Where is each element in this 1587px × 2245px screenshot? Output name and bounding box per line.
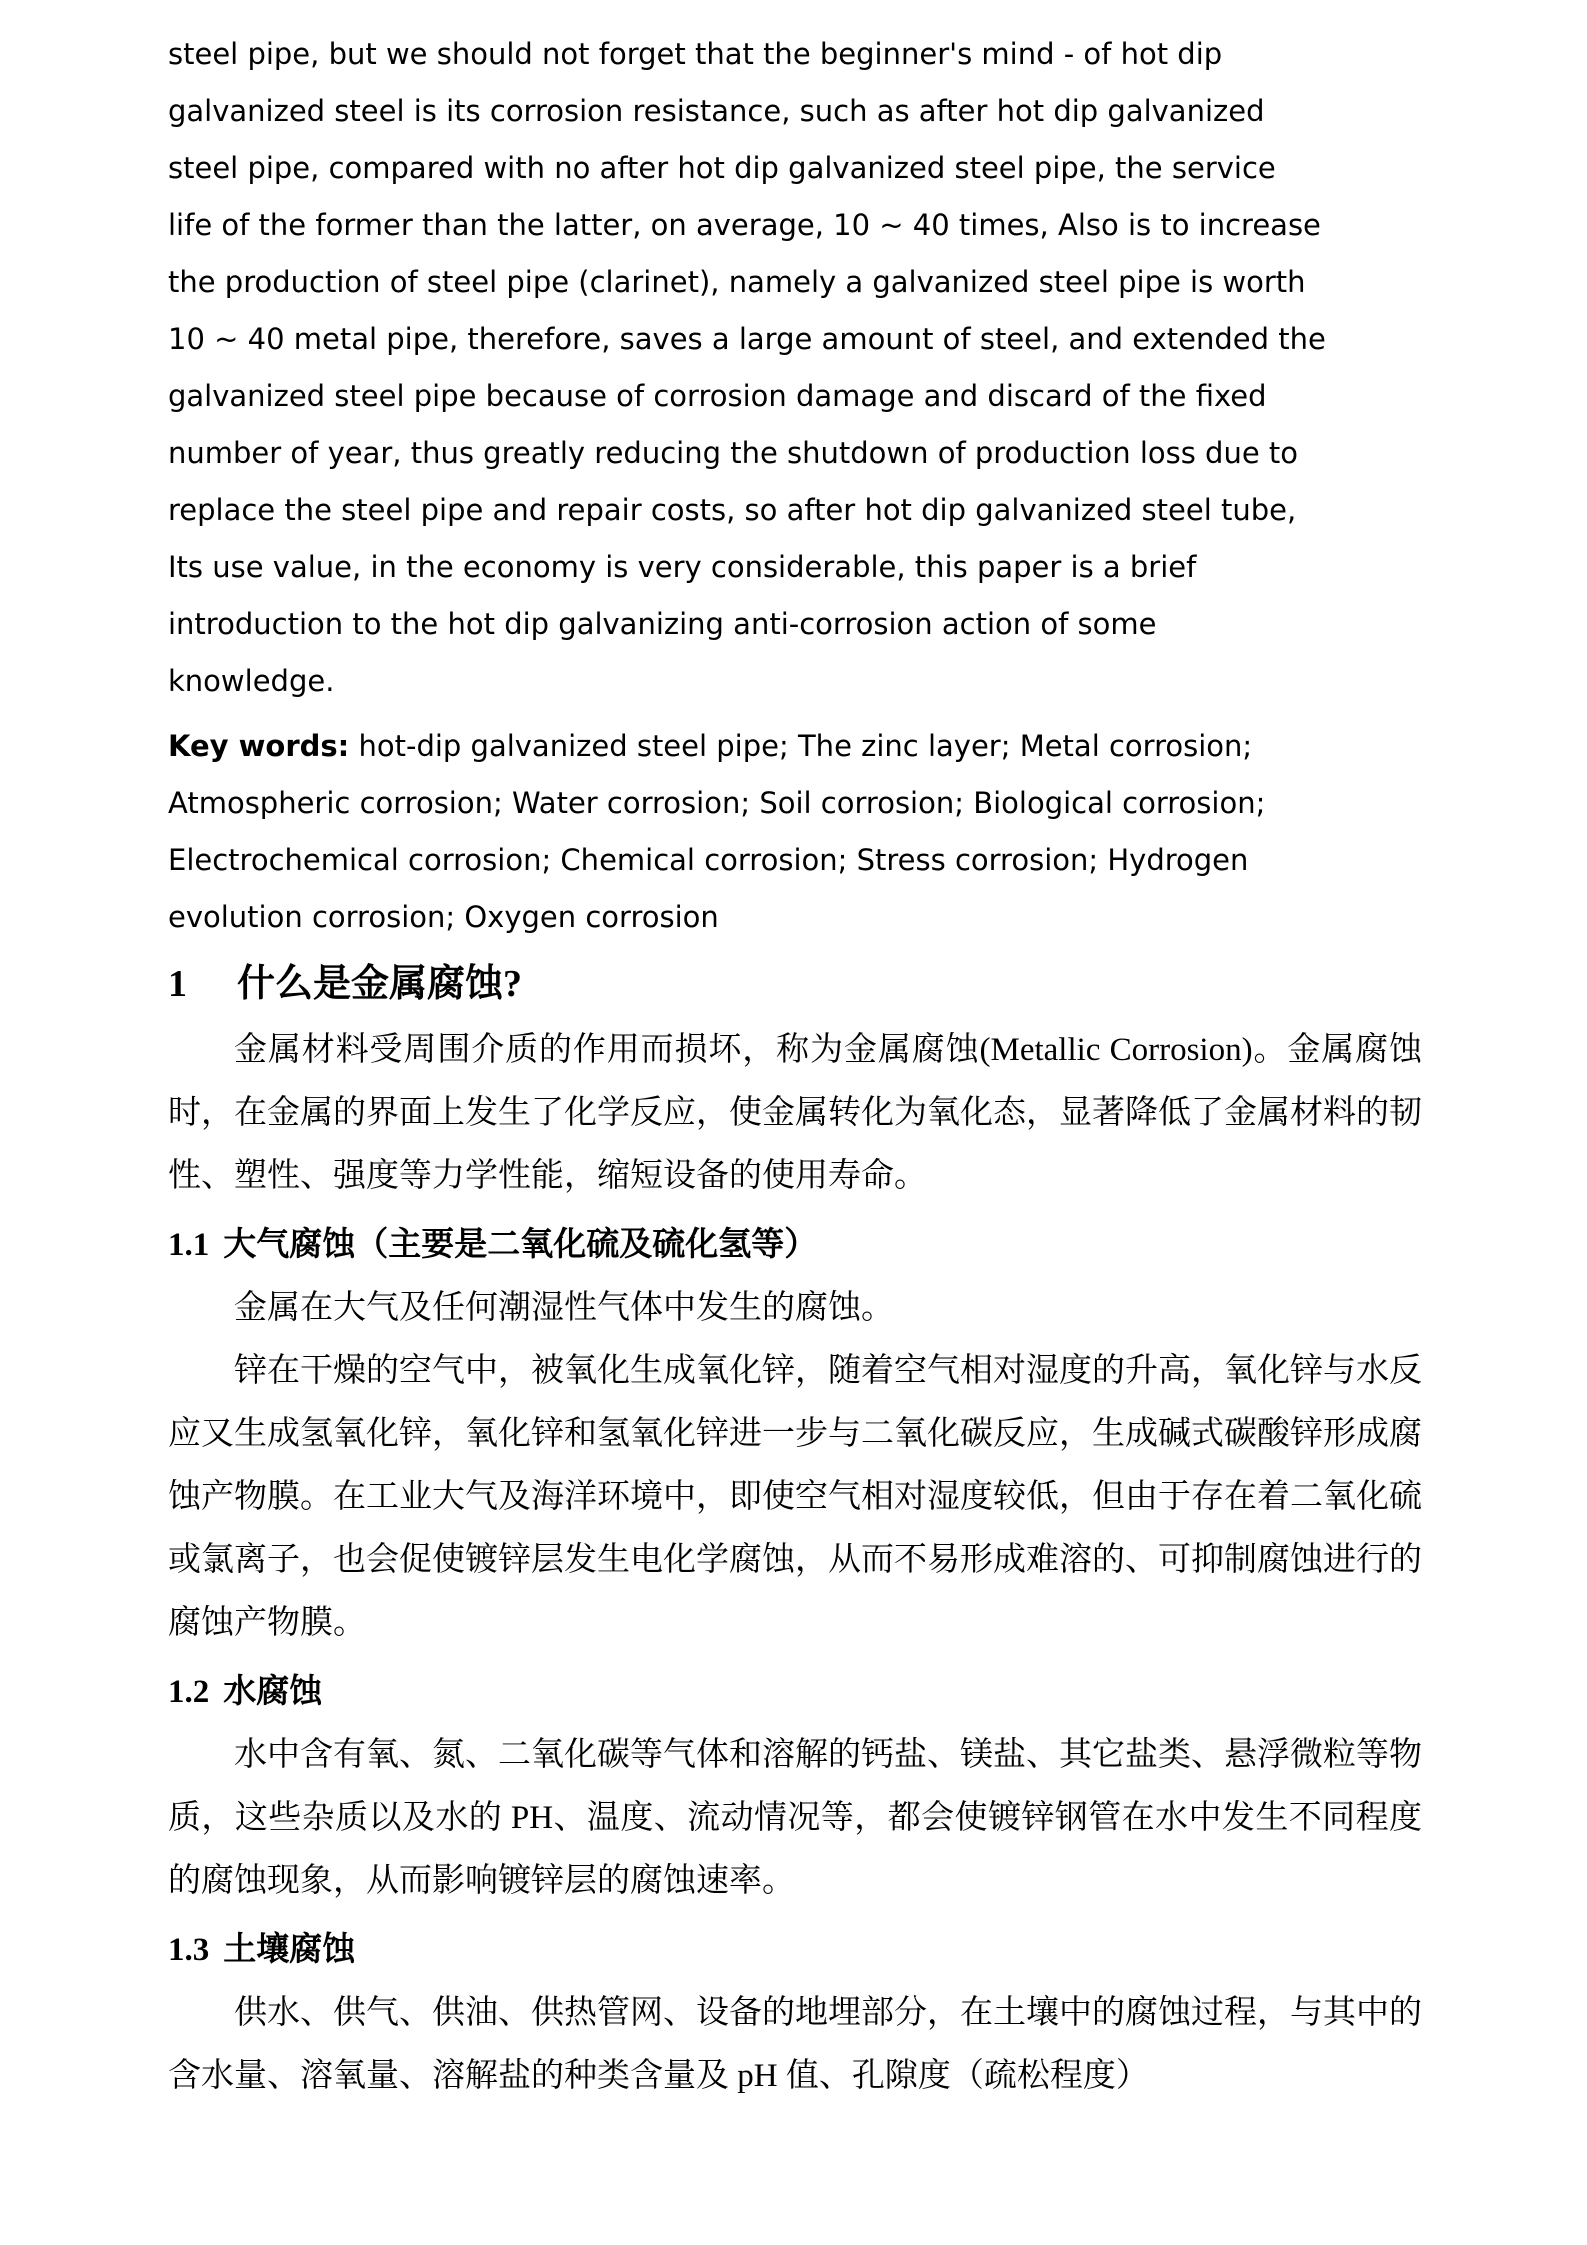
intro-paragraph: steel pipe, but we should not forget that the beginner's mind - of hot dip galvanized steel is its corrosion resistance, such as after hot dip galvanized steel pipe, compared with no after hot dip galvanized steel pipe, the service life of the former than the latter, on average, 10 ~ 40 times, Also is to increase the production of steel pipe (clarinet), namely a galvanized steel pipe is worth 10 ~ 40 metal pipe, therefore, saves a large amount of steel, and extended the galvanized steel pipe because of corrosion damage and discard of the fixed number of year, thus greatly reducing the shutdown of production loss due to replace the steel pipe and repair costs, so after hot dip galvanized steel tube, Its use value, in the economy is very considerable, this paper is a brief introduction to the hot dip galvanizing anti-corrosion action of some knowledge.	[168, 37, 1326, 698]
section-1-2-number: 1.2	[168, 1674, 210, 1710]
section-1-2-heading	[168, 1661, 1422, 1724]
section-1-2-title: 水腐蚀	[223, 1674, 323, 1710]
section-1-2-paragraph: 水中含有氧、氮、二氧化碳等气体和溶解的钙盐、镁盐、其它盐类、悬浮微粒等物质，这些杂质以及水的 PH、温度、流动情况等，都会使镀锌钢管在水中发生不同程度的腐蚀现象，从而影响镀锌层的腐蚀速率。	[168, 1737, 1422, 1899]
section-1-1-paragraph-2: 锌在干燥的空气中，被氧化生成氧化锌，随着空气相对湿度的升高，氧化锌与水反应又生成氢氧化锌，氧化锌和氢氧化锌进一步与二氧化碳反应，生成碱式碳酸锌形成腐蚀产物膜。在工业大气及海洋环境中，即使空气相对湿度较低，但由于存在着二氧化硫或氯离子，也会促使镀锌层发生电化学腐蚀，从而不易形成难溶的、可抑制腐蚀进行的腐蚀产物膜。	[168, 1353, 1422, 1641]
keywords-text: hot-dip galvanized steel pipe; The zinc layer; Metal corrosion; Atmospheric corrosion; Water corrosion; Soil corrosion; Biological corrosion; Electrochemical corrosion; Chemical corrosion; Stress corrosion; Hydrogen evolution corrosion; Oxygen corrosion	[168, 729, 1266, 934]
section-1-title: 什么是金属腐蚀?	[237, 963, 523, 1005]
section-1-heading	[168, 954, 1422, 1015]
section-1-1-heading	[168, 1214, 1422, 1277]
section-1-1-title: 大气腐蚀（主要是二氧化硫及硫化氢等）	[223, 1227, 818, 1263]
keywords-label: Key words:	[168, 729, 350, 763]
keywords-paragraph	[168, 718, 1328, 946]
section-1-paragraph: 金属材料受周围介质的作用而损坏，称为金属腐蚀(Metallic Corrosion)。金属腐蚀时，在金属的界面上发生了化学反应，使金属转化为氧化态，显著降低了金属材料的韧性、塑性、强度等力学性能，缩短设备的使用寿命。	[168, 1032, 1422, 1194]
section-1-3-title: 土壤腐蚀	[223, 1932, 356, 1968]
section-1-number: 1	[168, 963, 187, 1005]
section-1-1-paragraph-1: 金属在大气及任何潮湿性气体中发生的腐蚀。	[234, 1290, 894, 1326]
section-1-1-number: 1.1	[168, 1227, 210, 1263]
section-1-3-number: 1.3	[168, 1932, 210, 1968]
section-1-3-paragraph: 供水、供气、供油、供热管网、设备的地埋部分，在土壤中的腐蚀过程，与其中的含水量、溶氧量、溶解盐的种类含量及 pH 值、孔隙度（疏松程度）	[168, 1995, 1422, 2094]
section-1-3-heading	[168, 1919, 1422, 1982]
